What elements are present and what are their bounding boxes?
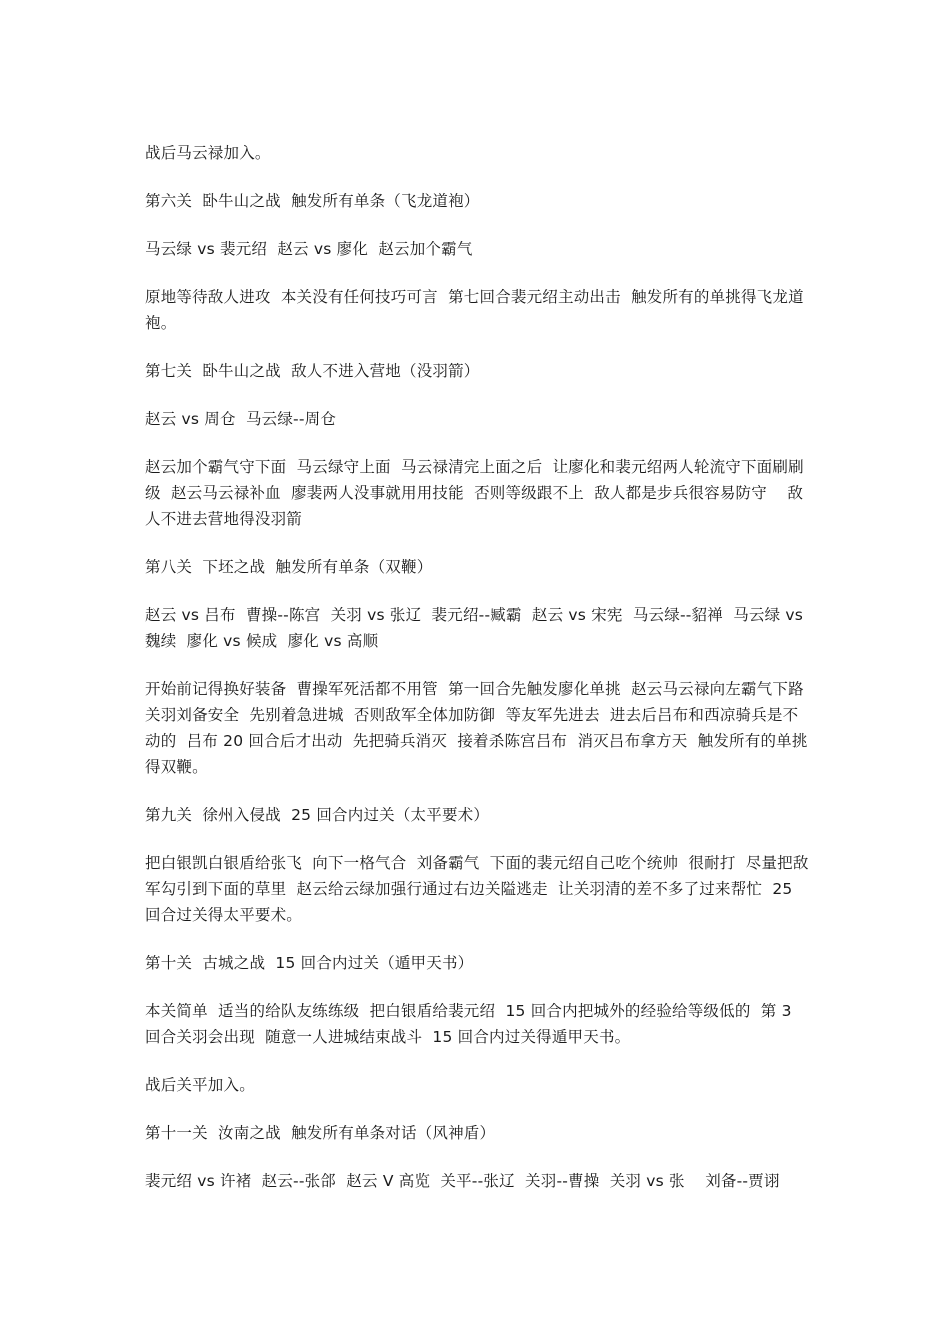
stage-10-strategy: 本关简单 适当的给队友练练级 把白银盾给裴元绍 15 回合内把城外的经验给等级低的 第 3 回合关羽会出现 随意一人进城结束战斗 15 回合内过关得遁甲天书。 bbox=[145, 1002, 797, 1046]
stage-6-strategy: 原地等待敌人进攻 本关没有任何技巧可言 第七回合裴元绍主动出击 触发所有的单挑得飞龙道袍。 bbox=[145, 288, 804, 332]
stage-7-duels: 赵云 vs 周仓 马云绿--周仓 bbox=[145, 410, 337, 428]
stage-6-heading: 第六关 卧牛山之战 触发所有单条（飞龙道袍） bbox=[145, 192, 480, 210]
stage-7-strategy: 赵云加个霸气守下面 马云绿守上面 马云禄清完上面之后 让廖化和裴元绍两人轮流守下面刷刷级 赵云马云禄补血 廖裴两人没事就用用技能 否则等级跟不上 敌人都是步兵很容易防守 敌人不进去营地得没羽箭 bbox=[145, 458, 804, 528]
paragraph-join-note: 战后马云禄加入。 bbox=[145, 144, 271, 162]
stage-11-heading: 第十一关 汝南之战 触发所有单条对话（风神盾） bbox=[145, 1124, 496, 1142]
stage-11-duels: 裴元绍 vs 许褚 赵云--张郃 赵云 V 高览 关平--张辽 关羽--曹操 关羽 vs 张 刘备--贾诩 bbox=[145, 1172, 780, 1190]
stage-8-strategy: 开始前记得换好装备 曹操军死活都不用管 第一回合先触发廖化单挑 赵云马云禄向左霸气下路关羽刘备安全 先别着急进城 否则敌军全体加防御 等友军先进去 进去后吕布和西凉骑兵是不动的 吕布 20 回合后才出动 先把骑兵消灭 接着杀陈宫吕布 消灭吕布拿方天 触发所有的单挑得双鞭。 bbox=[145, 680, 808, 776]
stage-9-strategy: 把白银凯白银盾给张飞 向下一格气合 刘备霸气 下面的裴元绍自己吃个统帅 很耐打 尽量把敌军勾引到下面的草里 赵云给云绿加强行通过右边关隘逃走 让关羽清的差不多了过来帮忙 25 回合过关得太平要术。 bbox=[145, 854, 809, 924]
stage-9-heading: 第九关 徐州入侵战 25 回合内过关（太平要术） bbox=[145, 806, 490, 824]
stage-10-heading: 第十关 古城之战 15 回合内过关（遁甲天书） bbox=[145, 954, 474, 972]
stage-6-duels: 马云绿 vs 裴元绍 赵云 vs 廖化 赵云加个霸气 bbox=[145, 240, 473, 258]
stage-8-heading: 第八关 下坯之战 触发所有单条（双鞭） bbox=[145, 558, 433, 576]
paragraph-join-note-2: 战后关平加入。 bbox=[145, 1076, 255, 1094]
stage-8-duels: 赵云 vs 吕布 曹操--陈宫 关羽 vs 张辽 裴元绍--臧霸 赵云 vs 宋宪 马云绿--貂禅 马云绿 vs 魏续 廖化 vs 候成 廖化 vs 高顺 bbox=[145, 606, 809, 650]
document-body bbox=[145, 140, 811, 1216]
stage-7-heading: 第七关 卧牛山之战 敌人不进入营地（没羽箭） bbox=[145, 362, 480, 380]
